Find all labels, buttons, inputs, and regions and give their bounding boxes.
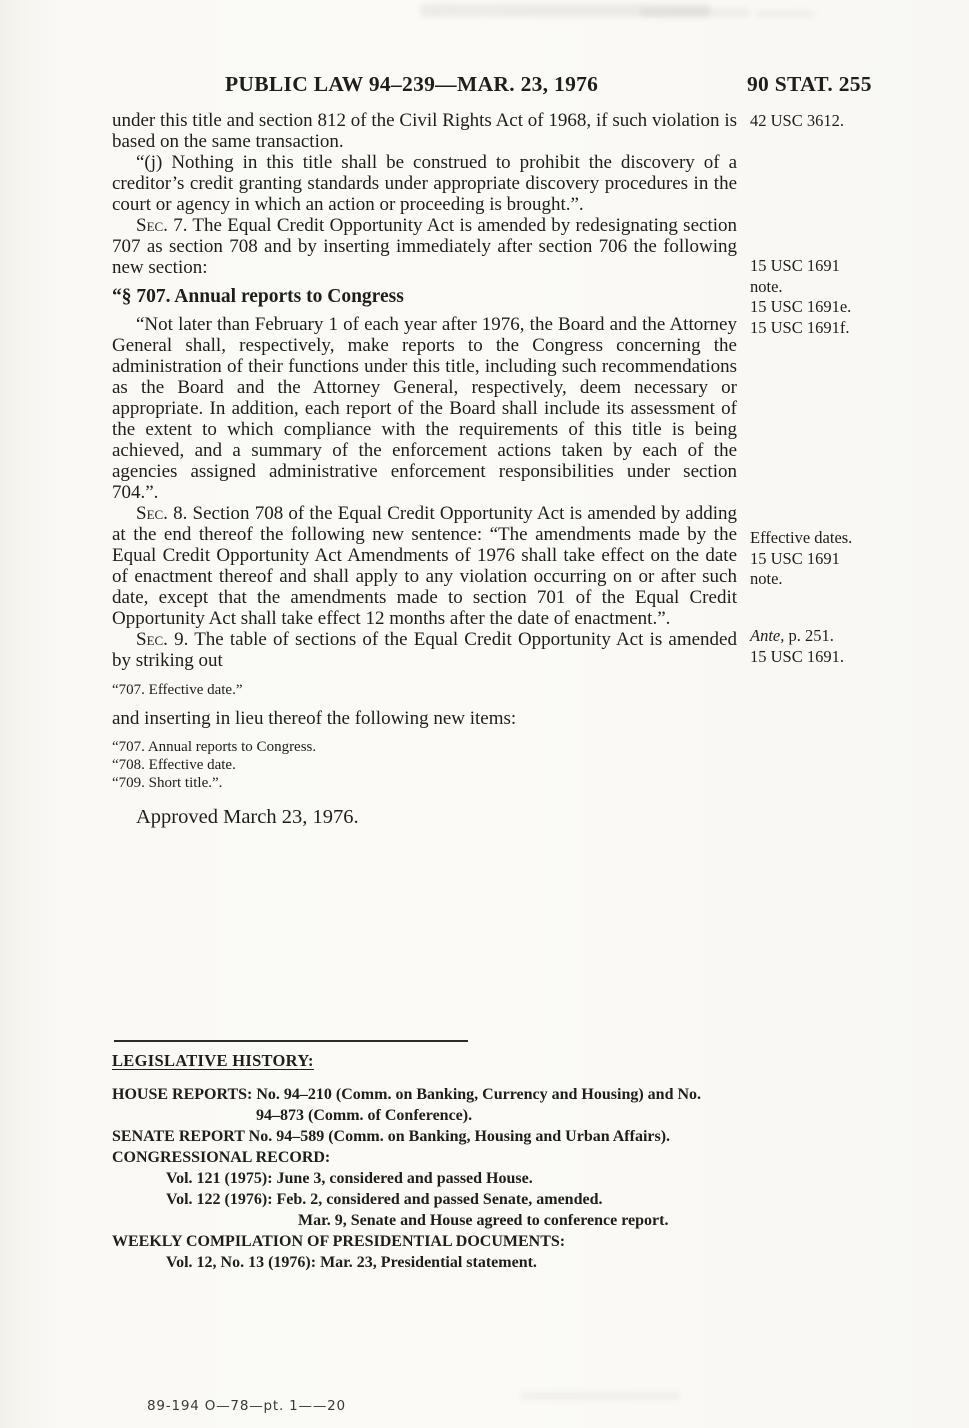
sec-9-lead: Sec. 9. <box>136 629 189 650</box>
new-item-707: “707. Annual reports to Congress. <box>112 739 317 755</box>
paragraph-subsection-j: “(j) Nothing in this title shall be construed to prohibit the discovery of a creditor’s credit granting standards under appropriate discovery procedures in the court or agency in which an action or proceeding is brought.”. <box>112 152 737 215</box>
ante-italic: Ante, <box>750 626 785 645</box>
paragraph-sec-8 <box>112 503 737 629</box>
page-header-stat-ref: 90 STAT. 255 <box>747 72 872 96</box>
sec-7-text: The Equal Credit Opportunity Act is amended by redesignating section 707 as section 708 and by inserting immediately after section 706 the following new section: <box>112 215 737 278</box>
margin-note-42-usc-3612 <box>750 111 910 132</box>
margin-note-line: note. <box>750 569 783 588</box>
history-line-house-reports: HOUSE REPORTS: No. 94–210 (Comm. on Banking, Currency and Housing) and No. <box>112 1086 702 1103</box>
margin-note-line: 15 USC 1691 <box>750 256 840 275</box>
margin-note-15-usc-1691-group <box>750 256 910 338</box>
margin-note-line: Effective dates. <box>750 528 853 547</box>
page-header-law-title: PUBLIC LAW 94–239—MAR. 23, 1976 <box>225 72 599 96</box>
sec-7-lead: Sec. 7. <box>136 215 188 236</box>
new-table-items-list <box>112 738 737 792</box>
history-line-vol-121: Vol. 121 (1975): June 3, considered and passed House. <box>166 1170 533 1187</box>
margin-note-line: note. <box>750 276 783 296</box>
history-line-house-reports-cont: 94–873 (Comm. of Conference). <box>256 1107 473 1124</box>
margin-note-line: 15 USC 1691. <box>750 646 844 666</box>
margin-note-ante-p-251 <box>750 626 910 667</box>
new-item-708: “708. Effective date. <box>112 757 236 773</box>
paragraph-inserting: and inserting in lieu thereof the following new items: <box>112 708 517 729</box>
history-line-mar-9: Mar. 9, Senate and House agreed to conference report. <box>298 1212 669 1229</box>
margin-note-line: 42 USC 3612. <box>750 111 844 130</box>
sec-8-lead: Sec. 8. <box>136 503 188 524</box>
paragraph-707-body: “Not later than February 1 of each year after 1976, the Board and the Attorney General shall, respectively, make reports to the Congress concerning the administration of their functions under this title, including such recommendations as the Board and the Attorney General, respectively, deem necessary or appropriate. In addition, each report of the Board shall include its assessment of the extent to which compliance with the requirements of this title is being achieved, and a summary of the enforcement actions taken by each of the agencies assigned administrative enforcement responsibilities under section 704.”. <box>112 314 737 503</box>
paragraph-sec-9 <box>112 629 737 671</box>
history-line-weekly-compilation: WEEKLY COMPILATION OF PRESIDENTIAL DOCUMENTS: <box>112 1233 566 1250</box>
scan-artifact <box>640 8 750 17</box>
history-line-senate-report: SENATE REPORT No. 94–589 (Comm. on Banking, Housing and Urban Affairs). <box>112 1128 671 1145</box>
margin-note-effective-dates <box>750 528 910 590</box>
scan-artifact <box>520 1392 680 1400</box>
paragraph-sec-7 <box>112 215 737 278</box>
paragraph-continuation: under this title and section 812 of the Civil Rights Act of 1968, if such violation is based on the same transaction. <box>112 110 737 152</box>
sec-9-text: The table of sections of the Equal Credit Opportunity Act is amended by striking out <box>112 629 737 671</box>
sec-8-text: Section 708 of the Equal Credit Opportunity Act is amended by adding at the end thereof the following new sentence: “The amendments made by the Equal Credit Opportunity Act Amendments of 1976 shall take effect on the date of enactment thereof and shall apply to any violation occurring on or after such date, except that the amendments made to section 701 of the Equal Credit Opportunity Act shall take effect 12 months after the date of enactment.”. <box>112 503 737 629</box>
ante-rest: p. 251. <box>784 626 834 645</box>
margin-note-line: 15 USC 1691 <box>750 548 840 568</box>
history-line-vol-12: Vol. 12, No. 13 (1976): Mar. 23, Presidential statement. <box>166 1254 537 1271</box>
history-divider-rule <box>114 1040 468 1042</box>
stricken-table-item-707: “707. Effective date.” <box>112 682 243 698</box>
history-line-vol-122: Vol. 122 (1976): Feb. 2, considered and passed Senate, amended. <box>166 1191 603 1208</box>
history-line-congressional-record: CONGRESSIONAL RECORD: <box>112 1149 331 1166</box>
scan-artifact <box>755 10 815 18</box>
legislative-history-section <box>112 1040 852 1273</box>
heading-section-707: “§ 707. Annual reports to Congress <box>112 286 404 307</box>
margin-note-line: 15 USC 1691e. <box>750 297 852 316</box>
approval-line: Approved March 23, 1976. <box>136 806 359 828</box>
body-text-column <box>112 110 737 828</box>
margin-note-line: 15 USC 1691f. <box>750 317 850 337</box>
margin-note-line <box>750 626 910 647</box>
legislative-history-title: LEGISLATIVE HISTORY: <box>112 1051 314 1070</box>
footer-print-code: 89-194 O—78—pt. 1——20 <box>147 1398 346 1414</box>
new-item-709: “709. Short title.”. <box>112 775 223 791</box>
